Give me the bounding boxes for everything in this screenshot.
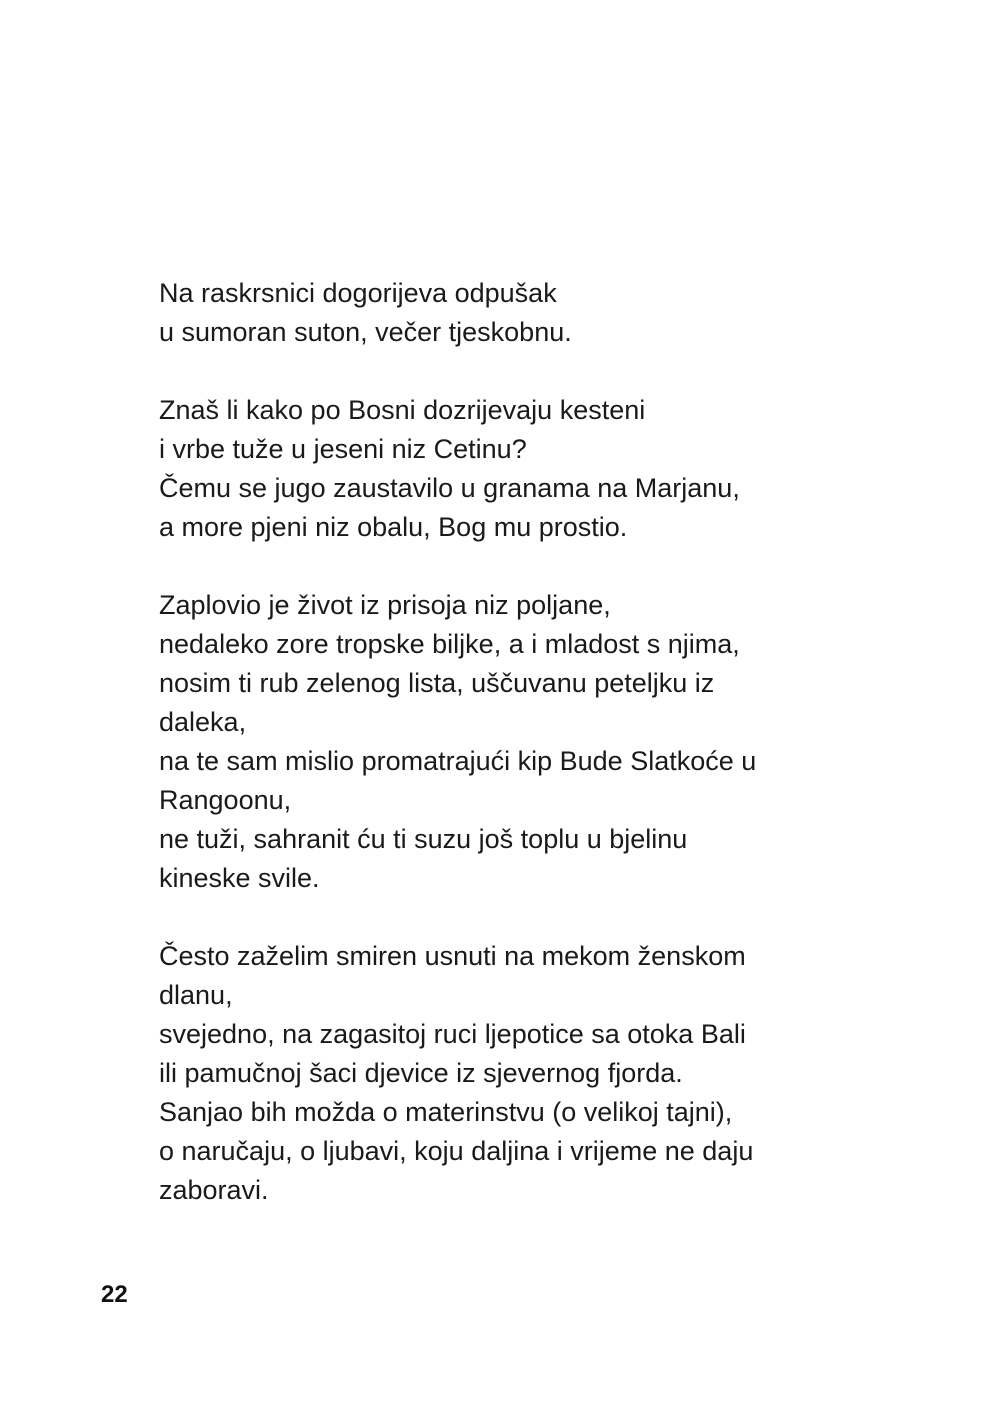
stanza-3: [159, 586, 859, 898]
page-number: 22: [101, 1281, 128, 1308]
poem-body: [159, 274, 859, 1249]
poem-line: a more pjeni niz obalu, Bog mu prostio.: [159, 512, 628, 542]
stanza-1: [159, 274, 859, 352]
poem-line: na te sam mislio promatrajući kip Bude Slatkoće u: [159, 746, 757, 776]
poem-line: Zaplovio je život iz prisoja niz poljane,: [159, 590, 611, 620]
poem-line: ne tuži, sahranit ću ti suzu još toplu u bjelinu: [159, 824, 688, 854]
stanza-2: [159, 391, 859, 547]
poem-line: nedaleko zore tropske biljke, a i mladost s njima,: [159, 629, 740, 659]
poem-line: dlanu,: [159, 980, 233, 1010]
poem-line: nosim ti rub zelenog lista, uščuvanu peteljku iz: [159, 668, 715, 698]
poem-line: o naručaju, o ljubavi, koju daljina i vrijeme ne daju: [159, 1136, 754, 1166]
poem-line: u sumoran suton, večer tjeskobnu.: [159, 317, 572, 347]
poem-line: Često zaželim smiren usnuti na mekom ženskom: [159, 941, 746, 971]
stanza-4: [159, 937, 859, 1210]
poem-line: Znaš li kako po Bosni dozrijevaju kesteni: [159, 395, 646, 425]
poem-line: daleka,: [159, 707, 247, 737]
poem-line: zaboravi.: [159, 1175, 269, 1205]
poem-line: Rangoonu,: [159, 785, 292, 815]
poem-line: Na raskrsnici dogorijeva odpušak: [159, 278, 557, 308]
poem-line: Čemu se jugo zaustavilo u granama na Marjanu,: [159, 473, 740, 503]
poem-line: Sanjao bih možda o materinstvu (o velikoj tajni),: [159, 1097, 733, 1127]
poem-line: ili pamučnoj šaci djevice iz sjevernog fjorda.: [159, 1058, 683, 1088]
poem-line: svejedno, na zagasitoj ruci ljepotice sa otoka Bali: [159, 1019, 746, 1049]
poem-line: i vrbe tuže u jeseni niz Cetinu?: [159, 434, 527, 464]
poem-line: kineske svile.: [159, 863, 320, 893]
